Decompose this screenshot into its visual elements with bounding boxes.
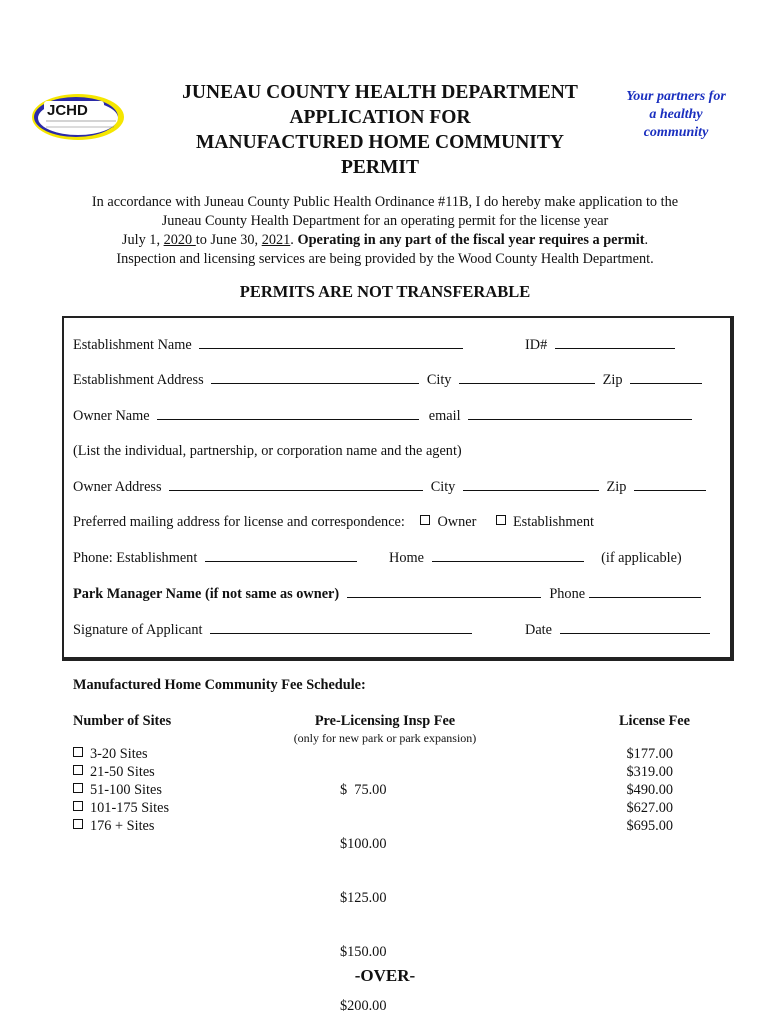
sites-label: 21-50 Sites [90, 764, 155, 780]
phone-establishment-field[interactable] [205, 549, 357, 562]
intro-text: . [644, 232, 649, 248]
jchd-logo-graphic [30, 92, 126, 142]
establishment-name-label: Establishment Name [73, 337, 192, 353]
not-transferable-heading: PERMITS ARE NOT TRANSFERABLE [239, 282, 531, 301]
fee-row-sites[interactable] [73, 763, 169, 781]
zip-label: Zip [606, 479, 627, 495]
establishment-option[interactable] [496, 514, 594, 530]
pre-licensing-fee: $200.00 [340, 998, 387, 1014]
col-header-license-fee: License Fee [618, 713, 690, 729]
fee-row-sites[interactable] [73, 781, 169, 799]
logo-text: JCHD [47, 102, 88, 119]
owner-zip-field[interactable] [634, 478, 706, 491]
intro-text: . [290, 232, 298, 248]
owner-name-row [73, 407, 692, 425]
owner-option[interactable] [420, 514, 476, 530]
phone-establishment-label: Phone: Establishment [73, 550, 198, 566]
owner-city-field[interactable] [463, 478, 599, 491]
tagline-line: Your partners for [626, 89, 726, 104]
license-fee: $319.00 [626, 764, 673, 780]
id-row [525, 336, 675, 354]
sites-label: 101-175 Sites [90, 800, 170, 816]
license-year-start: 2020 [163, 232, 196, 248]
pre-licensing-fee: $100.00 [340, 836, 387, 852]
fee-row-sites[interactable] [73, 799, 169, 817]
permit-requirement: Operating in any part of the fiscal year requires a permit [297, 232, 645, 248]
signature-field[interactable] [210, 621, 472, 634]
home-phone-row [389, 549, 682, 567]
date-field[interactable] [560, 621, 710, 634]
license-year-end: 2021 [261, 232, 291, 248]
establishment-address-field[interactable] [211, 371, 419, 384]
owner-address-row [73, 478, 706, 496]
owner-name-field[interactable] [157, 407, 419, 420]
preferred-mailing-label: Preferred mailing address for license and correspondence: [73, 514, 405, 530]
establishment-checkbox[interactable] [496, 515, 506, 525]
tagline-line: a healthy [649, 107, 703, 122]
sites-label: 176 + Sites [90, 818, 155, 834]
email-field[interactable] [468, 407, 692, 420]
park-manager-field[interactable] [347, 585, 541, 598]
license-fee-column [600, 745, 673, 835]
phone-label: Phone [549, 586, 586, 602]
license-fee: $627.00 [626, 800, 673, 816]
email-label: email [428, 408, 461, 424]
city-label: City [430, 479, 456, 495]
sites-label: 3-20 Sites [90, 746, 148, 762]
intro-text: to June 30, [195, 232, 262, 248]
owner-name-label: Owner Name [73, 408, 150, 424]
fee-row-sites[interactable] [73, 817, 169, 835]
owner-address-label: Owner Address [73, 479, 162, 495]
establishment-address-label: Establishment Address [73, 372, 204, 388]
col-header-sites: Number of Sites [73, 713, 172, 729]
sites-checkbox[interactable] [73, 747, 83, 757]
title-line: APPLICATION FOR [289, 107, 471, 128]
title-line: PERMIT [341, 157, 419, 178]
park-manager-row [73, 585, 701, 603]
preferred-mailing-row [73, 514, 594, 531]
sites-checkbox[interactable] [73, 801, 83, 811]
pre-licensing-column [340, 745, 386, 1033]
signature-row [73, 621, 472, 639]
license-fee: $695.00 [626, 818, 673, 834]
fee-row-sites[interactable] [73, 745, 169, 763]
col-header-pre-licensing: Pre-Licensing Insp Fee [314, 713, 456, 729]
title-line: MANUFACTURED HOME COMMUNITY [196, 132, 564, 153]
pre-licensing-fee: $150.00 [340, 944, 387, 960]
establishment-name-field[interactable] [199, 336, 463, 349]
date-row [525, 621, 710, 639]
establishment-city-field[interactable] [459, 371, 595, 384]
license-fee: $490.00 [626, 782, 673, 798]
establishment-option-label: Establishment [512, 514, 594, 530]
license-fee: $177.00 [626, 746, 673, 762]
sites-column [73, 745, 169, 835]
park-manager-label: Park Manager Name (if not same as owner) [73, 586, 340, 602]
home-label: Home [389, 550, 424, 566]
sites-checkbox[interactable] [73, 819, 83, 829]
pre-licensing-fee: $ 75.00 [340, 782, 387, 798]
id-field[interactable] [555, 336, 675, 349]
sites-label: 51-100 Sites [90, 782, 162, 798]
owner-checkbox[interactable] [420, 515, 430, 525]
fee-schedule-heading: Manufactured Home Community Fee Schedule: [73, 677, 366, 693]
tagline-line: community [643, 125, 709, 140]
pre-licensing-fee: $125.00 [340, 890, 387, 906]
id-label: ID# [525, 337, 548, 353]
intro-line-2: Juneau County Health Department for an operating permit for the license year [161, 213, 609, 229]
intro-line-1: In accordance with Juneau County Public Health Ordinance #11B, I do hereby make application to the [91, 194, 679, 210]
over-indicator: -OVER- [354, 966, 416, 985]
signature-label: Signature of Applicant [73, 622, 203, 638]
establishment-name-row [73, 336, 463, 354]
jchd-logo [30, 92, 126, 142]
establishment-zip-field[interactable] [630, 371, 702, 384]
sites-checkbox[interactable] [73, 783, 83, 793]
title-line: JUNEAU COUNTY HEALTH DEPARTMENT [182, 82, 578, 103]
phone-row [73, 549, 357, 567]
sites-checkbox[interactable] [73, 765, 83, 775]
owner-address-field[interactable] [169, 478, 423, 491]
col-header-pre-licensing-note: (only for new park or park expansion) [293, 731, 477, 745]
tagline [612, 88, 740, 142]
list-note: (List the individual, partnership, or corporation name and the agent) [73, 443, 462, 459]
if-applicable-note: (if applicable) [601, 550, 682, 566]
intro-text: July 1, [121, 232, 164, 248]
owner-option-label: Owner [437, 514, 477, 530]
establishment-address-row [73, 371, 702, 389]
home-phone-field[interactable] [432, 549, 584, 562]
date-label: Date [525, 622, 552, 638]
intro-line-4: Inspection and licensing services are being provided by the Wood County Health Department. [116, 251, 654, 267]
park-manager-phone-field[interactable] [589, 585, 701, 598]
city-label: City [426, 372, 452, 388]
page-title [150, 80, 610, 180]
intro-paragraph [40, 193, 730, 269]
intro-line-3 [40, 231, 730, 250]
zip-label: Zip [602, 372, 623, 388]
